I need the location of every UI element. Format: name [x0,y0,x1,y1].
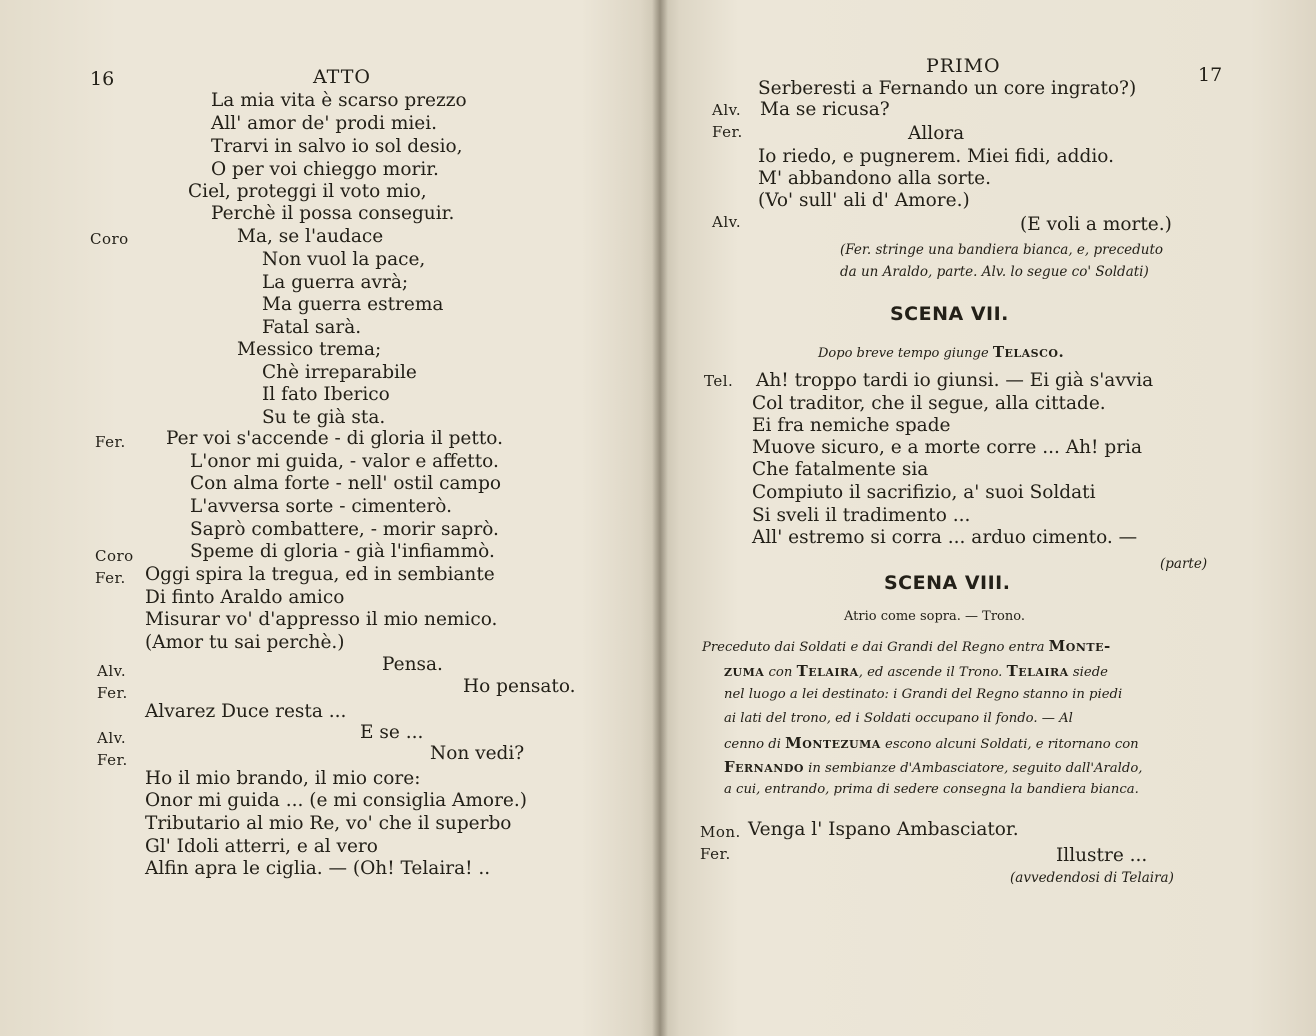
stage-text: cenno di [724,737,781,752]
verse-line: Chè irreparabile [262,362,417,383]
verse-line: Ma guerra estrema [262,294,444,315]
speaker-label: Coro [90,230,129,248]
verse-line: Fatal sarà. [262,317,362,338]
stage-direction-line: ai lati del trono, ed i Soldati occupano il fondo. — Al [724,711,1073,726]
scene-setting: Atrio come sopra. — Trono. [844,609,1025,624]
verse-line: Misurar vo' d'appresso il mio nemico. [145,609,498,630]
verse-line: Per voi s'accende - di gloria il petto. [166,428,503,449]
scene-setting-character: Telasco. [992,343,1065,361]
stage-text: in sembianze d'Ambasciatore, seguito dall'Araldo, [808,761,1143,776]
speaker-label: Fer. [700,845,731,863]
verse-line: Perchè il possa conseguir. [211,203,455,224]
verse-line: Oggi spira la tregua, ed in sembiante [145,564,495,585]
speaker-label: Tel. [704,372,734,390]
verse-line: Ho pensato. [463,676,576,697]
verse-line: Serberesti a Fernando un core ingrato?) [758,78,1137,99]
page-number: 16 [90,68,115,90]
stage-text: escono alcuni Soldati, e ritornano con [885,737,1139,752]
speaker-label: Fer. [97,684,128,702]
verse-line: Ah! troppo tardi io giunsi. — Ei già s'avvia [756,370,1154,391]
stage-direction: (Fer. stringe una bandiera bianca, e, preceduto [840,242,1164,258]
speaker-label: Alv. [712,101,742,119]
character-name: Telaira [796,662,859,680]
speaker-label: Alv. [97,729,127,747]
verse-line: Su te già sta. [262,407,386,428]
speaker-label: Fer. [97,751,128,769]
stage-direction-line [702,636,1111,658]
verse-line: M' abbandono alla sorte. [758,168,991,189]
stage-direction: da un Araldo, parte. Alv. lo segue co' Soldati) [840,264,1149,280]
verse-line: Non vuol la pace, [262,249,426,270]
verse-line: (Amor tu sai perchè.) [145,632,345,653]
book-gutter [652,0,668,1036]
scene-title: SCENA VII. [890,303,1009,325]
verse-line: Con alma forte - nell' ostil campo [190,473,502,494]
speaker-label: Fer. [95,569,126,587]
verse-line: Venga l' Ispano Ambasciator. [748,819,1019,840]
verse-line: (Vo' sull' ali d' Amore.) [758,190,970,211]
character-name: Telaira [1006,662,1069,680]
stage-direction-line [724,757,1142,779]
running-head: PRIMO [926,55,1001,77]
verse-line: Il fato Iberico [262,384,390,405]
scene-setting-text: Dopo breve tempo giunge [818,346,989,361]
verse-line: All' amor de' prodi miei. [211,113,438,134]
speaker-label: Fer. [95,433,126,451]
verse-line: Illustre ... [1056,845,1148,866]
verse-line: Pensa. [382,654,443,675]
exit-note: (parte) [1160,556,1208,572]
verse-line: Gl' Idoli atterri, e al vero [145,836,378,857]
verse-line: Saprò combattere, - morir saprò. [190,519,499,540]
verse-line: La mia vita è scarso prezzo [211,90,467,111]
verse-line: Tributario al mio Re, vo' che il superbo [145,813,512,834]
stage-text: , ed ascende il Trono. [858,665,1003,680]
verse-line: La guerra avrà; [262,272,409,293]
stage-direction-line: a cui, entrando, prima di sedere consegna la bandiera bianca. [724,782,1139,797]
speaker-label: Coro [95,547,134,565]
verse-line: (E voli a morte.) [1020,214,1172,235]
verse-line: Ma, se l'audace [237,226,384,247]
right-page [660,0,1316,1036]
verse-line: Di finto Araldo amico [145,587,345,608]
verse-line: Onor mi guida ... (e mi consiglia Amore.) [145,790,527,811]
verse-line: E se ... [360,722,424,743]
verse-line: Col traditor, che il segue, alla cittade. [752,393,1106,414]
verse-line: Che fatalmente sia [752,459,929,480]
verse-line: Ei fra nemiche spade [752,415,951,436]
verse-line: Muove sicuro, e a morte corre ... Ah! pria [752,437,1142,458]
verse-line: Non vedi? [430,743,525,764]
verse-line: Compiuto il sacrifizio, a' suoi Soldati [752,482,1096,503]
scene-title: SCENA VIII. [884,572,1011,594]
speaker-label: Fer. [712,123,743,141]
character-name: Montezuma [785,734,881,752]
verse-line: Io riedo, e pugnerem. Miei fidi, addio. [758,146,1114,167]
speaker-label: Alv. [97,662,127,680]
verse-line: Speme di gloria - già l'infiammò. [190,541,495,562]
verse-line: Alfin apra le ciglia. — (Oh! Telaira! .. [145,858,491,879]
stage-direction-line [724,733,1139,755]
verse-line: Si sveli il tradimento ... [752,505,971,526]
verse-line: L'avversa sorte - cimenterò. [190,496,452,517]
running-head: ATTO [313,66,371,88]
character-name: Monte- [1048,637,1111,655]
page-number: 17 [1198,64,1223,86]
verse-line: Messico trema; [237,339,382,360]
stage-text: con [768,665,793,680]
stage-direction-line: nel luogo a lei destinato: i Grandi del Regno stanno in piedi [724,687,1123,702]
verse-line: Alvarez Duce resta ... [145,701,347,722]
verse-line: All' estremo si corra ... arduo cimento. — [752,527,1138,548]
stage-text: siede [1072,665,1108,680]
stage-direction: (avvedendosi di Telaira) [1010,870,1174,886]
verse-line: Ciel, proteggi il voto mio, [188,181,427,202]
character-name: zuma [724,662,765,680]
speaker-label: Alv. [712,213,742,231]
verse-line: Ma se ricusa? [760,99,890,120]
verse-line: Trarvi in salvo io sol desio, [211,136,463,157]
verse-line: Allora [908,123,965,144]
character-name: Fernando [724,758,804,776]
stage-direction-line [724,661,1108,683]
speaker-label: Mon. [700,823,741,841]
scene-setting [818,343,1064,361]
verse-line: O per voi chieggo morir. [211,159,439,180]
stage-text: Preceduto dai Soldati e dai Grandi del Regno entra [702,640,1045,655]
verse-line: Ho il mio brando, il mio core: [145,768,421,789]
verse-line: L'onor mi guida, - valor e affetto. [190,451,499,472]
